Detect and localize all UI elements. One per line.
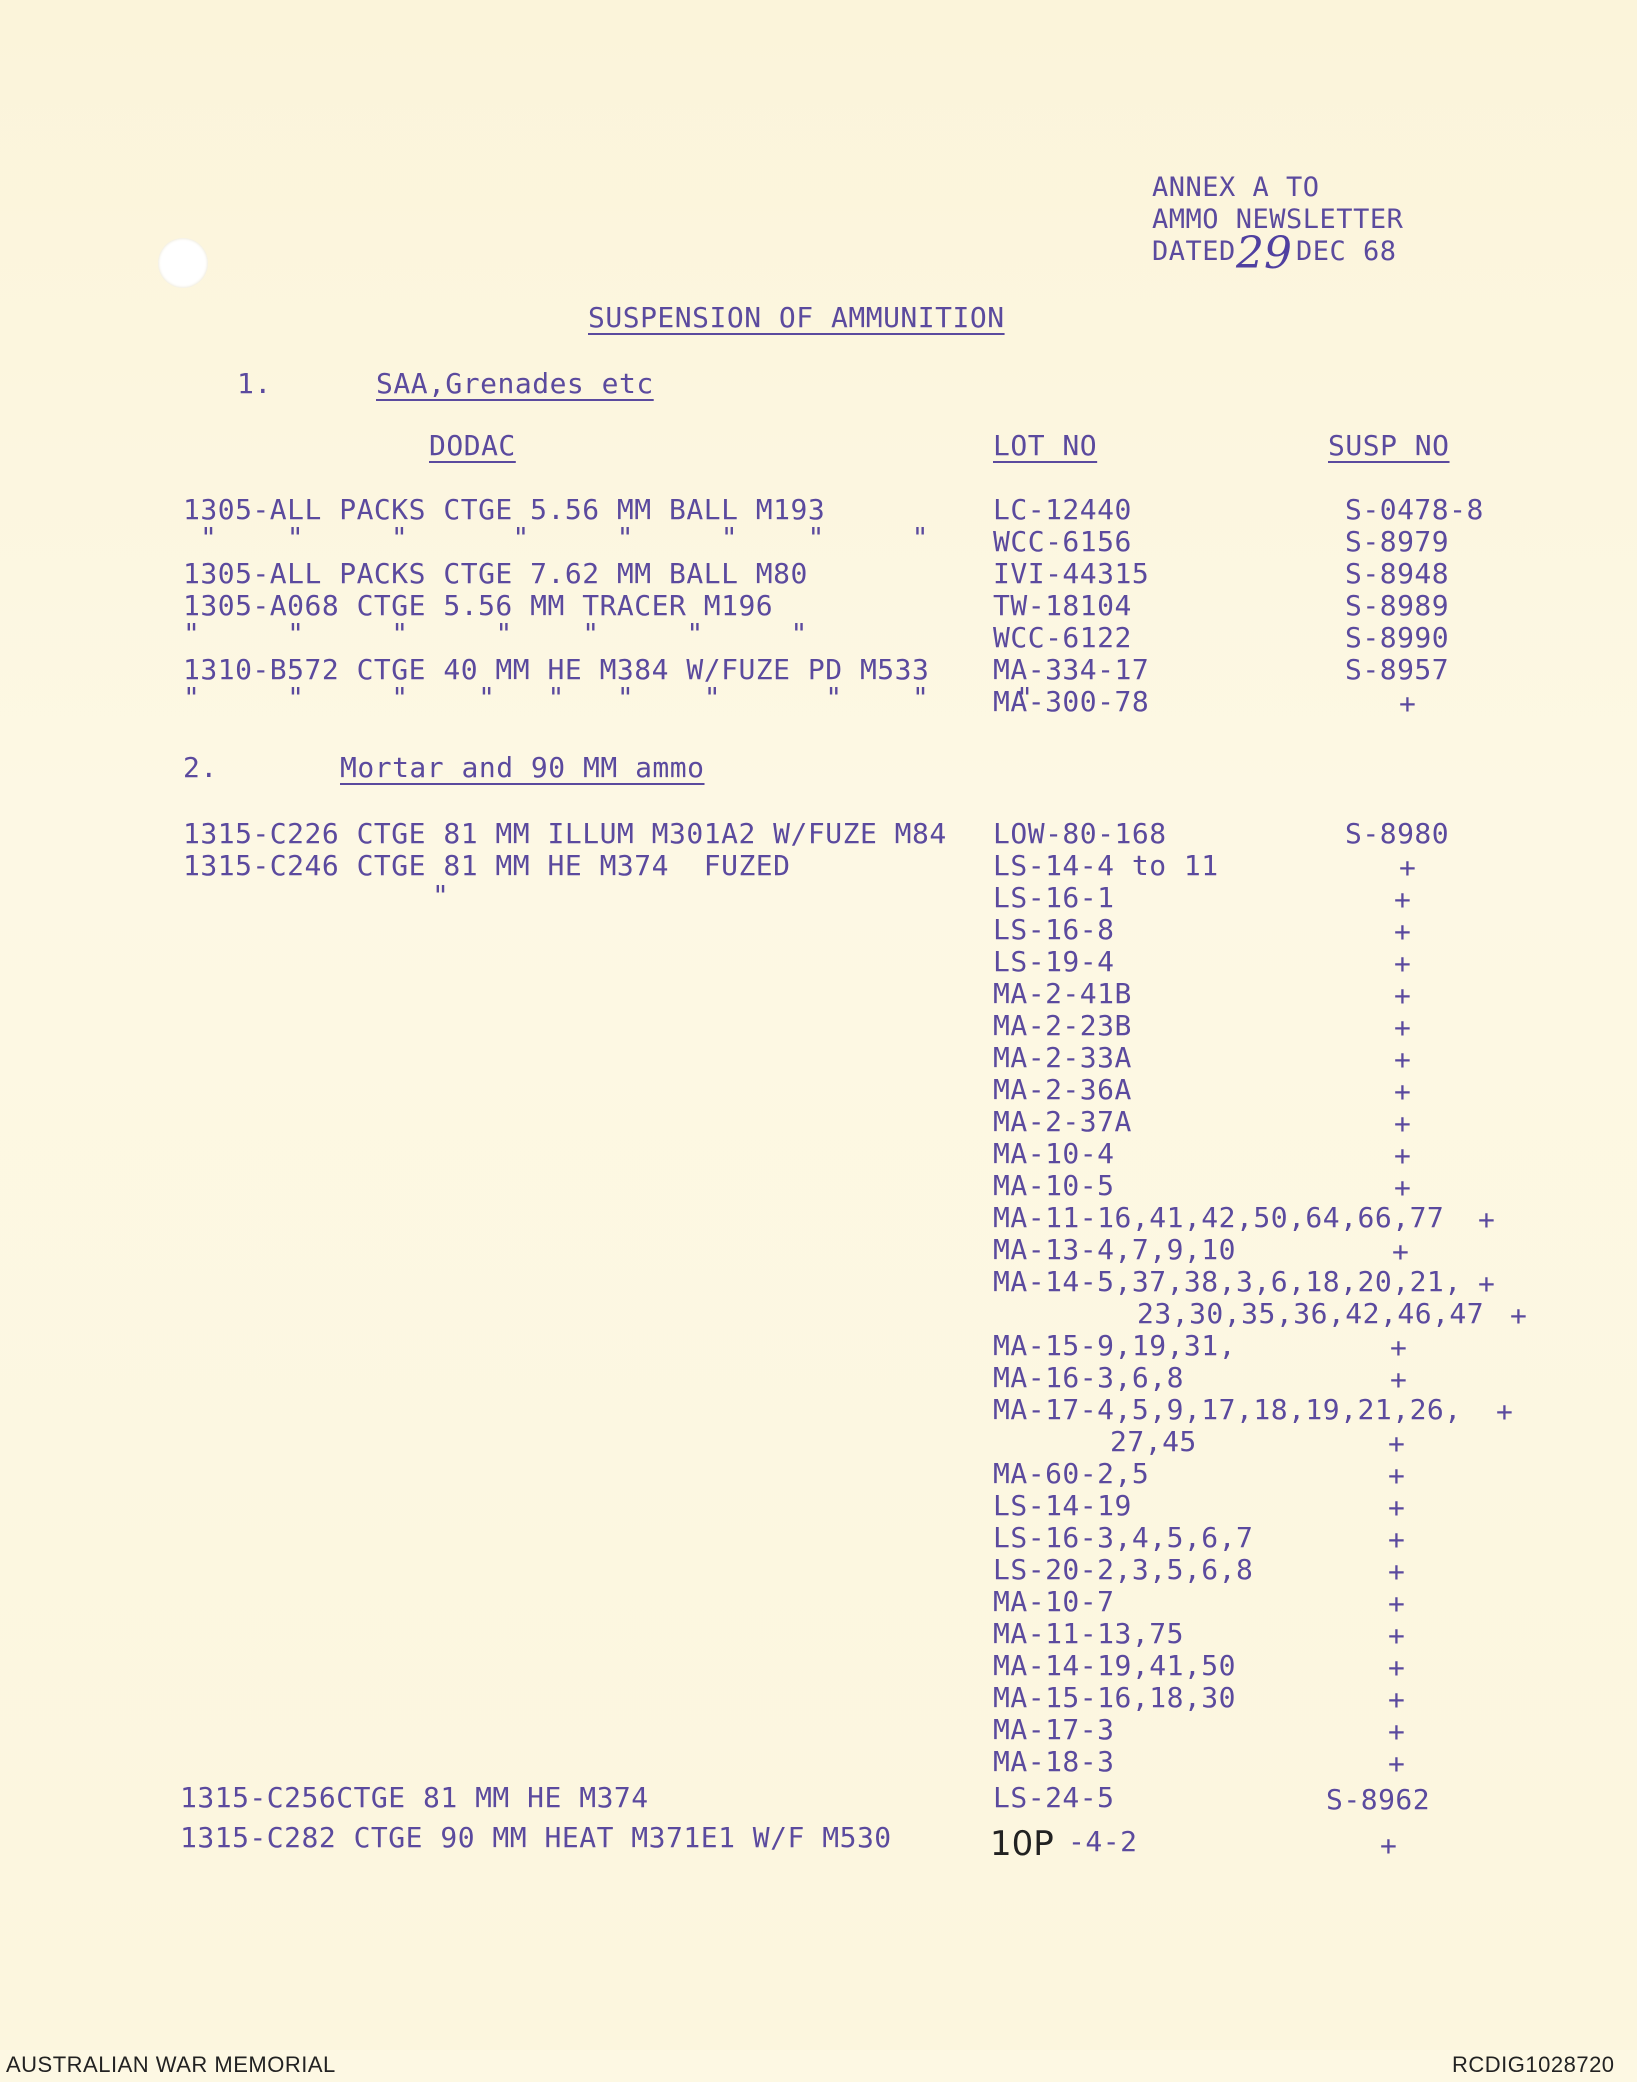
s2-susp: + — [1394, 1011, 1411, 1044]
s1-lot: MA-300-78 — [993, 685, 1150, 718]
s1-dodac: 1305-A068 CTGE 5.56 MM TRACER M196 — [183, 589, 774, 622]
s1-lot: IVI-44315 — [993, 557, 1150, 590]
s2-susp: + — [1388, 1427, 1405, 1460]
annex-line-1: ANNEX A TO — [1152, 172, 1320, 203]
header-dodac: DODAC — [429, 429, 516, 462]
s2-lot: MA-14-19,41,50 — [993, 1649, 1237, 1682]
s2-lot: LS-16-1 — [993, 881, 1115, 914]
s2-susp: + — [1394, 1171, 1411, 1204]
s2-lot: MA-15-16,18,30 — [993, 1681, 1237, 1714]
s1-susp: S-0478-8 — [1345, 493, 1484, 526]
s1-susp: S-8979 — [1345, 525, 1450, 558]
s2-susp: + — [1394, 979, 1411, 1012]
s2-lot: LS-14-19 — [993, 1489, 1132, 1522]
s2-susp: + — [1394, 1075, 1411, 1108]
s2-lot: MA-17-4,5,9,17,18,19,21,26, — [993, 1393, 1462, 1426]
s2-lot: LS-16-8 — [993, 913, 1115, 946]
s2-susp: S-8962 — [1326, 1783, 1431, 1816]
s2-lot: MA-2-33A — [993, 1041, 1132, 1074]
header-susp-no: SUSP NO — [1328, 429, 1450, 462]
s2-susp: + — [1388, 1555, 1405, 1588]
s2-lot: MA-10-7 — [993, 1585, 1115, 1618]
s2-susp: + — [1388, 1491, 1405, 1524]
s2-lot: LS-14-4 to 11 — [993, 849, 1219, 882]
s1-susp: S-8990 — [1345, 621, 1450, 654]
s2-lot: MA-18-3 — [993, 1745, 1115, 1778]
s2-susp: + — [1394, 947, 1411, 980]
s2-lot: MA-10-5 — [993, 1169, 1115, 1202]
s2-susp: + — [1388, 1651, 1405, 1684]
s2-lot: MA-11-16,41,42,50,64,66,77 — [993, 1201, 1445, 1234]
s2-lot: MA-15-9,19,31, — [993, 1329, 1237, 1362]
s2-lot: LOW-80-168 — [993, 817, 1167, 850]
section-2-heading: Mortar and 90 MM ammo — [340, 751, 705, 784]
s2-susp: + — [1392, 1235, 1409, 1268]
s2-dodac-c246: 1315-C246 CTGE 81 MM HE M374 FUZED — [183, 849, 791, 882]
s1-lot: MA-334-17 — [993, 653, 1150, 686]
s2-lot: MA-2-37A — [993, 1105, 1132, 1138]
s2-susp: + — [1388, 1747, 1405, 1780]
s1-dodac: " " " " " " " — [183, 617, 808, 650]
s2-susp: + — [1388, 1715, 1405, 1748]
s2-susp: + — [1390, 1363, 1407, 1396]
s2-lot: MA-10-4 — [993, 1137, 1115, 1170]
s2-susp: + — [1388, 1459, 1405, 1492]
s2-susp: + — [1388, 1587, 1405, 1620]
s2-susp: + — [1388, 1619, 1405, 1652]
s1-susp: S-8948 — [1345, 557, 1450, 590]
s2-lot-continued: 23,30,35,36,42,46,47 — [1137, 1297, 1485, 1330]
s2-lot: LS-20-2,3,5,6,8 — [993, 1553, 1254, 1586]
s2-susp: + — [1380, 1829, 1397, 1862]
s2-lot-continued: 27,45 — [1110, 1425, 1197, 1458]
page-title: SUSPENSION OF AMMUNITION — [588, 301, 1005, 334]
s2-susp: S-8980 — [1345, 817, 1450, 850]
s2-dodac-c282: 1315-C282 CTGE 90 MM HEAT M371E1 W/F M530 — [180, 1821, 892, 1854]
s1-dodac: 1305-ALL PACKS CTGE 5.56 MM BALL M193 — [183, 493, 826, 526]
s2-lot: -4-2 — [1068, 1825, 1138, 1858]
s2-susp: + — [1478, 1203, 1495, 1236]
s2-dodac-c256: 1315-C256CTGE 81 MM HE M374 — [180, 1781, 649, 1814]
s2-lot: MA-2-36A — [993, 1073, 1132, 1106]
s1-susp: S-8989 — [1345, 589, 1450, 622]
s1-susp: S-8957 — [1345, 653, 1450, 686]
s2-susp: + — [1390, 1331, 1407, 1364]
s1-lot: WCC-6156 — [993, 525, 1132, 558]
header-lot-no: LOT NO — [993, 429, 1098, 462]
s2-susp: + — [1394, 1139, 1411, 1172]
s2-susp: + — [1394, 883, 1411, 916]
s2-susp: + — [1399, 851, 1416, 884]
s2-susp: + — [1510, 1299, 1527, 1332]
s2-susp: + — [1394, 915, 1411, 948]
s1-lot: TW-18104 — [993, 589, 1132, 622]
s2-susp: + — [1496, 1395, 1513, 1428]
handwritten-day: 29 — [1236, 228, 1292, 279]
handwritten-lot-prefix: 10P — [990, 1824, 1054, 1864]
section-1-number: 1. — [237, 367, 272, 400]
s2-susp: + — [1478, 1267, 1495, 1300]
punch-hole — [158, 238, 208, 288]
s2-lot: MA-16-3,6,8 — [993, 1361, 1184, 1394]
annex-line-2: AMMO NEWSLETTER — [1152, 204, 1404, 235]
annex-line-3-prefix: DATED — [1152, 236, 1236, 267]
s2-lot: MA-2-23B — [993, 1009, 1132, 1042]
s2-lot: MA-2-41B — [993, 977, 1132, 1010]
section-2-number: 2. — [183, 751, 218, 784]
s1-lot: LC-12440 — [993, 493, 1132, 526]
s1-dodac: " " " " " " " " " " — [183, 681, 1034, 714]
s2-susp: + — [1394, 1043, 1411, 1076]
section-1-heading: SAA,Grenades etc — [376, 367, 654, 400]
s1-dodac: " " " " " " " " — [200, 521, 930, 554]
s2-lot: LS-19-4 — [993, 945, 1115, 978]
s2-lot: MA-13-4,7,9,10 — [993, 1233, 1237, 1266]
s2-lot: MA-11-13,75 — [993, 1617, 1184, 1650]
s1-dodac: 1305-ALL PACKS CTGE 7.62 MM BALL M80 — [183, 557, 808, 590]
s2-susp: + — [1394, 1107, 1411, 1140]
s2-dodac-c226: 1315-C226 CTGE 81 MM ILLUM M301A2 W/FUZE M84 — [183, 817, 947, 850]
s1-susp: + — [1399, 687, 1416, 720]
s2-lot: LS-24-5 — [993, 1781, 1115, 1814]
s2-lot: MA-14-5,37,38,3,6,18,20,21, — [993, 1265, 1462, 1298]
s2-lot: MA-60-2,5 — [993, 1457, 1150, 1490]
s2-susp: + — [1388, 1683, 1405, 1716]
s2-lot: LS-16-3,4,5,6,7 — [993, 1521, 1254, 1554]
footer-right: RCDIG1028720 — [1452, 2052, 1615, 2077]
s1-dodac: 1310-B572 CTGE 40 MM HE M384 W/FUZE PD M533 — [183, 653, 930, 686]
s2-susp: + — [1388, 1523, 1405, 1556]
s1-lot: WCC-6122 — [993, 621, 1132, 654]
s2-lot: MA-17-3 — [993, 1713, 1115, 1746]
s2-ditto: " — [432, 879, 450, 912]
footer-left: AUSTRALIAN WAR MEMORIAL — [6, 2052, 336, 2077]
annex-line-3-suffix: DEC 68 — [1296, 236, 1397, 267]
